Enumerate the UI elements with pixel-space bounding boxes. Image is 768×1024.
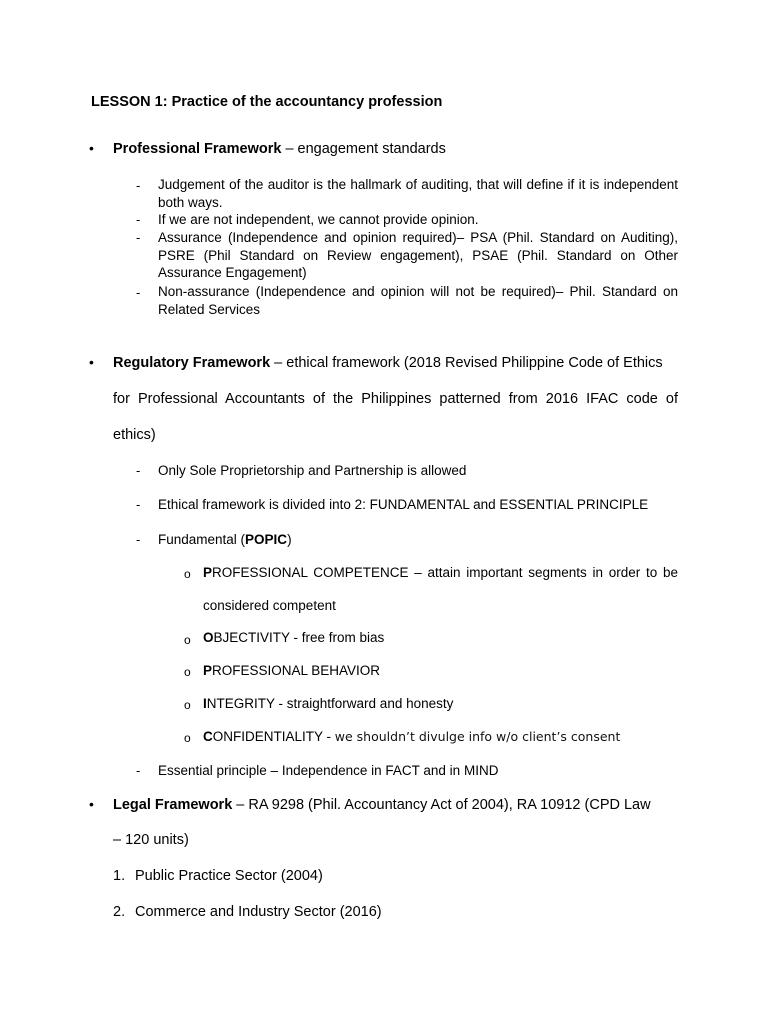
circle-marker: o xyxy=(184,567,191,581)
popic-item-continuation: considered competent xyxy=(203,598,336,613)
professional-item: Non-assurance (Independence and opinion will not be required)– Phil. Standard on Related Services xyxy=(158,284,678,317)
legal-framework-heading xyxy=(113,796,651,814)
regulatory-line-3: ethics) xyxy=(113,427,156,443)
popic-rest: BJECTIVITY - free from bias xyxy=(213,630,385,645)
heading-bold: Regulatory Framework xyxy=(113,355,271,371)
popic-letter: C xyxy=(203,729,213,744)
dash-marker: - xyxy=(136,285,141,300)
popic-rest: NTEGRITY - straightforward and honesty xyxy=(206,696,454,711)
legal-line-2: – 120 units) xyxy=(113,832,189,848)
bullet-marker: • xyxy=(89,354,94,370)
fundamental-item xyxy=(158,531,292,549)
professional-item: Assurance (Independence and opinion required)– PSA (Phil. Standard on Auditing), PSRE (Phil Standard on Review engagement), PSAE (Phil. Standard on Other Assurance Engagement) xyxy=(158,230,678,280)
bullet-marker: • xyxy=(89,140,94,156)
circle-marker: o xyxy=(184,731,191,745)
popic-lower-text: we shouldn’t divulge info w/o client’s consent xyxy=(334,729,621,744)
professional-item: Judgement of the auditor is the hallmark of auditing, that will define if it is independent both ways. xyxy=(158,177,678,210)
popic-rest: ONFIDENTIALITY - xyxy=(212,729,335,744)
essential-principle-item: Essential principle – Independence in FACT and in MIND xyxy=(158,763,499,778)
popic-item-confidentiality xyxy=(203,728,620,746)
heading-rest: – engagement standards xyxy=(281,141,446,157)
regulatory-framework-heading xyxy=(113,354,663,372)
bullet-marker: • xyxy=(89,796,94,812)
popic-item-objectivity xyxy=(203,629,384,647)
popic-letter: I xyxy=(203,696,207,711)
fundamental-suffix: ) xyxy=(287,532,292,547)
dash-marker: - xyxy=(136,230,141,245)
professional-framework-heading xyxy=(113,140,446,158)
circle-marker: o xyxy=(184,665,191,679)
popic-letter: P xyxy=(203,565,213,580)
dash-marker: - xyxy=(136,497,141,512)
fundamental-prefix: Fundamental ( xyxy=(158,532,246,547)
popic-rest: ROFESSIONAL BEHAVIOR xyxy=(212,663,381,678)
circle-marker: o xyxy=(184,698,191,712)
professional-item: If we are not independent, we cannot provide opinion. xyxy=(158,212,479,227)
heading-rest: – RA 9298 (Phil. Accountancy Act of 2004), RA 10912 (CPD Law xyxy=(232,797,651,813)
popic-item-professional-competence xyxy=(203,564,678,582)
sector-item: Commerce and Industry Sector (2016) xyxy=(135,904,382,920)
lesson-title: LESSON 1: Practice of the accountancy profession xyxy=(91,94,443,110)
heading-rest: – ethical framework (2018 Revised Philippine Code of Ethics xyxy=(270,355,663,371)
sector-number: 2. xyxy=(113,904,126,920)
dash-marker: - xyxy=(136,463,141,478)
dash-marker: - xyxy=(136,212,141,227)
regulatory-item: Ethical framework is divided into 2: FUNDAMENTAL and ESSENTIAL PRINCIPLE xyxy=(158,497,649,512)
popic-rest: ROFESSIONAL COMPETENCE – attain important segments in order to be xyxy=(212,565,678,580)
popic-acronym: POPIC xyxy=(245,532,288,547)
dash-marker: - xyxy=(136,532,141,547)
sector-number: 1. xyxy=(113,868,126,884)
popic-item-professional-behavior xyxy=(203,662,380,680)
popic-letter: O xyxy=(203,630,214,645)
regulatory-item: Only Sole Proprietorship and Partnership is allowed xyxy=(158,463,467,478)
heading-bold: Professional Framework xyxy=(113,141,282,157)
circle-marker: o xyxy=(184,633,191,647)
sector-item: Public Practice Sector (2004) xyxy=(135,868,323,884)
regulatory-line-2: for Professional Accountants of the Philippines patterned from 2016 IFAC code of xyxy=(113,391,678,407)
dash-marker: - xyxy=(136,763,141,778)
popic-letter: P xyxy=(203,663,213,678)
heading-bold: Legal Framework xyxy=(113,797,233,813)
dash-marker: - xyxy=(136,178,141,193)
popic-item-integrity xyxy=(203,695,453,713)
